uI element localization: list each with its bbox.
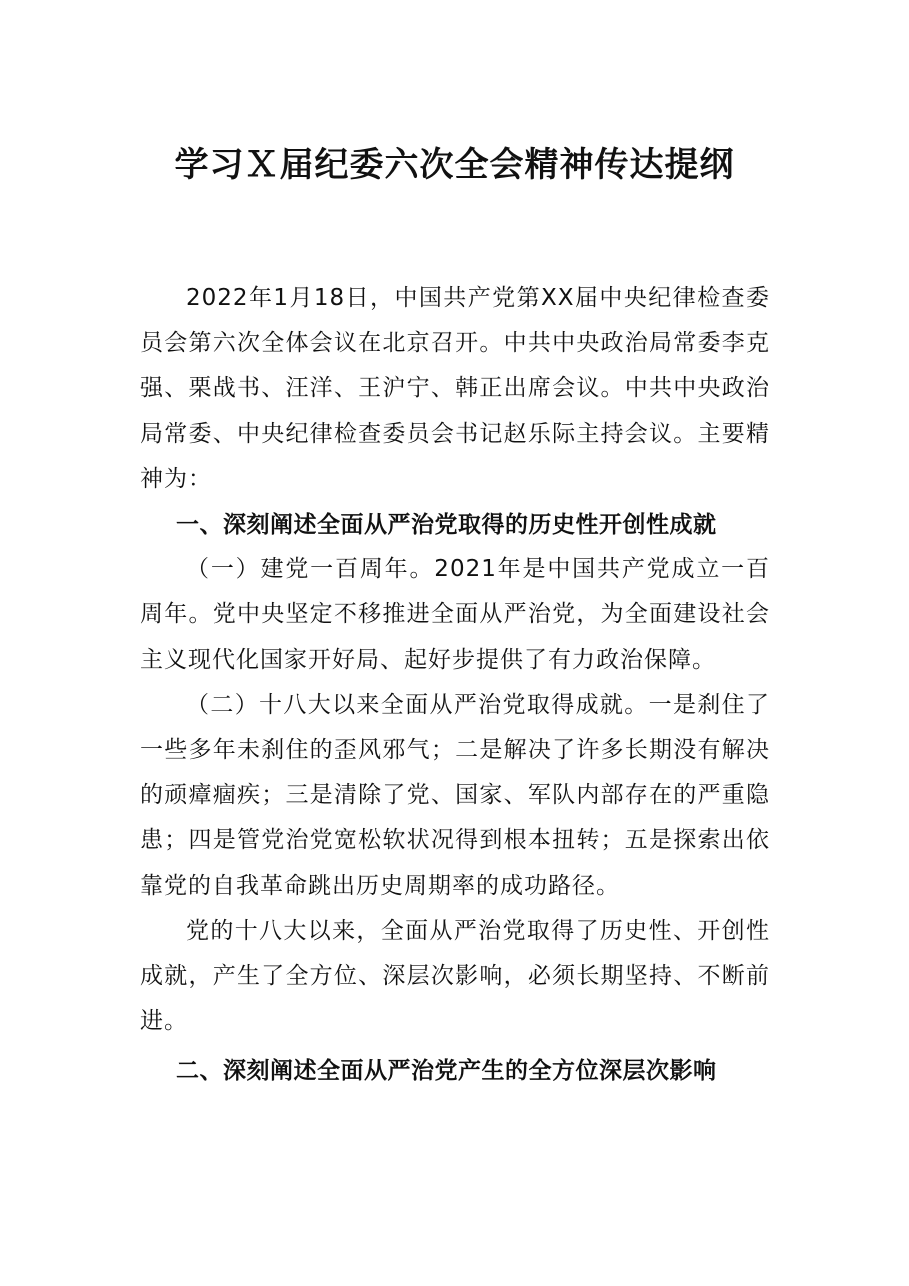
section-1-paragraph-1: （一）建党一百周年。2021年是中国共产党成立一百周年。党中央坚定不移推进全面从严治党，为全面建设社会主义现代化国家开好局、起好步提供了有力政治保障。: [140, 556, 770, 673]
section-1-heading: 一、深刻阐述全面从严治党取得的历史性开创性成就: [176, 511, 717, 539]
section-2-heading: 二、深刻阐述全面从严治党产生的全方位深层次影响: [176, 1057, 717, 1085]
section-1-paragraph-3: 党的十八大以来，全面从严治党取得了历史性、开创性成就，产生了全方位、深层次影响，必须长期坚持、不断前进。: [140, 917, 770, 1035]
intro-paragraph: 2022年1月18日，中国共产党第XX届中央纪律检查委员会第六次全体会议在北京召开。中共中央政治局常委李克强、栗战书、汪洋、王沪宁、韩正出席会议。中共中央政治局常委、中央纪律检查委员会书记赵乐际主持会议。主要精神为：: [140, 285, 770, 492]
document-title: 学习Ｘ届纪委六次全会精神传达提纲: [174, 145, 735, 185]
document-body: [140, 276, 770, 1094]
section-1-paragraph-2: （二）十八大以来全面从严治党取得成就。一是刹住了一些多年未刹住的歪风邪气；二是解决了许多长期没有解决的顽瘴痼疾；三是清除了党、国家、军队内部存在的严重隐患；四是管党治党宽松软状况得到根本扭转；五是探索出依靠党的自我革命跳出历史周期率的成功路径。: [140, 691, 770, 899]
